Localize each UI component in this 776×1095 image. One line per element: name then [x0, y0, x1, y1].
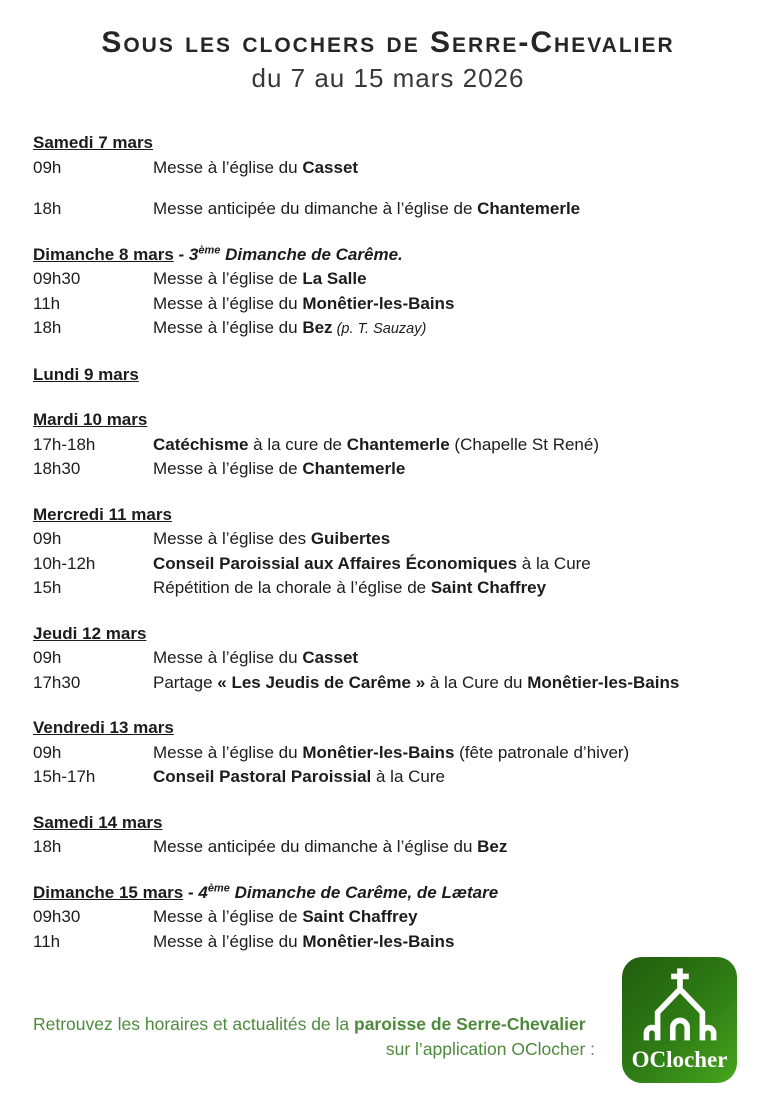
text-segment: Chantemerle: [346, 434, 450, 454]
event-description: [153, 835, 745, 860]
footer-line2: sur l’application OClocher :: [385, 1038, 595, 1059]
event-time: 09h: [33, 157, 62, 177]
text-segment: - 4: [183, 882, 208, 902]
event-time: 09h: [33, 742, 62, 762]
text-segment: Messe à l’église du: [153, 318, 303, 337]
event-row: [33, 197, 745, 222]
footer-line1-bold: paroisse de Serre-Chevalier: [354, 1014, 586, 1034]
text-segment: Messe à l’église de: [153, 459, 303, 478]
day-section: [33, 881, 745, 955]
event-time: 09h30: [33, 269, 81, 288]
text-segment: (Chapelle St René): [449, 434, 600, 454]
text-segment: Conseil Paroissial aux Affaires Économiques: [153, 553, 518, 573]
text-segment: à la Cure: [371, 767, 445, 786]
event-row: [33, 741, 745, 766]
day-heading: [33, 503, 745, 528]
logo-text: OClocher: [631, 1047, 728, 1072]
event-time: 18h: [33, 199, 62, 218]
event-description: [153, 457, 745, 482]
schedule: [33, 131, 745, 975]
event-description: [153, 156, 745, 181]
day-name: Samedi 7 mars: [33, 133, 154, 152]
day-heading: [33, 243, 745, 268]
text-segment: Bez: [302, 318, 333, 337]
text-segment: Messe à l’église de: [153, 907, 303, 926]
event-row: [33, 433, 745, 458]
day-note: [174, 245, 403, 264]
text-segment: Dimanche de Carême, de Lætare: [229, 882, 499, 902]
event-row: [33, 671, 745, 696]
event-row: [33, 292, 745, 317]
text-segment: à la Cure du: [425, 672, 528, 692]
text-segment: Saint Chaffrey: [302, 907, 418, 926]
event-time: 09h: [33, 648, 62, 667]
day-heading: [33, 131, 745, 156]
day-note: [183, 883, 498, 902]
header: [0, 0, 776, 95]
footer-note: [33, 1012, 595, 1061]
event-row: [33, 267, 745, 292]
text-segment: Conseil Pastoral Paroissial: [153, 767, 372, 786]
event-row: [33, 576, 745, 601]
text-segment: Messe à l’église du: [153, 648, 303, 667]
page-title: Sous les clochers de Serre-Chevalier: [101, 26, 675, 59]
text-segment: « Les Jeudis de Carême »: [217, 672, 426, 692]
event-time: 10h-12h: [33, 553, 96, 573]
text-segment: Messe anticipée du dimanche à l’église du: [153, 837, 478, 856]
text-segment: ème: [198, 243, 221, 256]
event-time: 18h: [33, 837, 62, 856]
text-segment: - 3: [173, 244, 199, 264]
event-description: [153, 905, 745, 930]
footer-line1: [33, 1012, 595, 1037]
text-segment: Messe à l’église des: [153, 529, 311, 548]
text-segment: Messe à l’église du: [153, 931, 303, 951]
text-segment: Messe à l’église du: [153, 742, 303, 762]
page-subtitle: du 7 au 15 mars 2026: [251, 63, 525, 93]
day-name: Dimanche 8 mars: [33, 244, 174, 264]
text-segment: Messe à l’église de: [153, 269, 303, 288]
day-section: [33, 408, 745, 482]
event-description: [153, 316, 745, 342]
text-segment: Chantemerle: [477, 199, 581, 218]
event-description: [153, 930, 745, 955]
day-name: Lundi 9 mars: [33, 364, 139, 384]
day-name: Jeudi 12 mars: [33, 623, 147, 643]
day-name: Mardi 10 mars: [33, 410, 148, 429]
text-segment: Messe à l’église du: [153, 157, 303, 177]
event-time: 09h: [33, 529, 62, 548]
event-description: [153, 292, 745, 317]
event-description: [153, 671, 745, 696]
text-segment: Monêtier-les-Bains: [302, 293, 455, 313]
event-row: [33, 835, 745, 860]
day-section: [33, 503, 745, 601]
text-segment: Bez: [477, 837, 508, 856]
text-segment: Casset: [302, 157, 359, 177]
event-description: [153, 576, 745, 601]
day-heading: [33, 716, 745, 741]
text-segment: Partage: [153, 672, 218, 692]
text-segment: Catéchisme: [153, 434, 249, 454]
event-row: [33, 765, 745, 790]
day-heading: [33, 811, 745, 836]
day-heading: [33, 363, 745, 388]
text-segment: La Salle: [302, 269, 367, 288]
day-name: Dimanche 15 mars: [33, 882, 184, 902]
text-segment: ème: [207, 881, 230, 894]
event-description: [153, 552, 745, 577]
event-time: 11h: [33, 293, 61, 313]
text-segment: à la cure de: [248, 434, 347, 454]
event-row: [33, 527, 745, 552]
event-row: [33, 930, 745, 955]
church-icon: [638, 966, 722, 1046]
day-name: Samedi 14 mars: [33, 812, 163, 832]
day-section: [33, 131, 745, 222]
event-row: [33, 457, 745, 482]
day-heading: [33, 881, 745, 906]
text-segment: Casset: [302, 648, 359, 667]
event-description: [153, 527, 745, 552]
day-section: [33, 243, 745, 342]
event-time: 15h: [33, 578, 62, 597]
event-row: [33, 156, 745, 181]
text-segment: Chantemerle: [302, 459, 406, 478]
text-segment: Monêtier-les-Bains: [527, 672, 680, 692]
event-row: [33, 646, 745, 671]
day-section: [33, 811, 745, 860]
text-segment: à la Cure: [517, 553, 591, 573]
text-segment: (fête patronale d’hiver): [454, 742, 630, 762]
event-time: 17h30: [33, 672, 81, 692]
event-time: 17h-18h: [33, 434, 96, 454]
event-row: [33, 316, 745, 342]
text-segment: (p. T. Sauzay): [332, 321, 427, 337]
footer-line1-regular: Retrouvez les horaires et actualités de la: [33, 1014, 354, 1034]
day-section: [33, 716, 745, 790]
day-name: Vendredi 13 mars: [33, 718, 174, 737]
event-time: 09h30: [33, 907, 81, 926]
text-segment: Messe à l’église du: [153, 293, 303, 313]
event-row: [33, 552, 745, 577]
day-heading: [33, 408, 745, 433]
event-description: [153, 197, 745, 222]
event-time: 18h: [33, 318, 62, 337]
event-description: [153, 741, 745, 766]
text-segment: Monêtier-les-Bains: [302, 931, 455, 951]
event-time: 15h-17h: [33, 767, 96, 786]
oclocher-logo: [622, 957, 737, 1083]
event-description: [153, 433, 745, 458]
text-segment: Répétition de la chorale à l’église de: [153, 578, 431, 597]
event-description: [153, 646, 745, 671]
event-row: [33, 905, 745, 930]
day-section: [33, 622, 745, 696]
text-segment: Dimanche de Carême.: [220, 244, 403, 264]
text-segment: Monêtier-les-Bains: [302, 742, 455, 762]
text-segment: Guibertes: [310, 529, 391, 548]
event-description: [153, 267, 745, 292]
event-time: 18h30: [33, 459, 81, 478]
text-segment: Saint Chaffrey: [430, 578, 547, 597]
day-name: Mercredi 11 mars: [33, 504, 172, 524]
event-time: 11h: [33, 931, 61, 951]
day-heading: [33, 622, 745, 647]
event-description: [153, 765, 745, 790]
day-section: [33, 363, 745, 388]
text-segment: Messe anticipée du dimanche à l’église de: [153, 199, 478, 218]
